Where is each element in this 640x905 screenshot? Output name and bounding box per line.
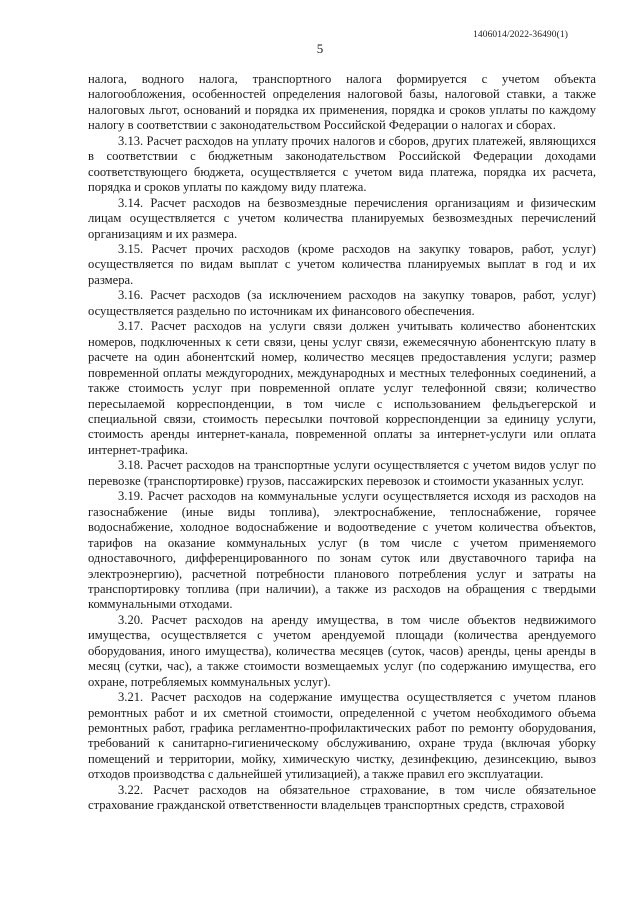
paragraph-3-17: 3.17. Расчет расходов на услуги связи должен учитывать количество абонентских номеров, подключенных к сети связи, цены услуг связи, ежемесячную абонентскую плату в расчете на один абонентский номер, количество месяцев предоставления услуги; размер повременной оплаты междугородних, международных и местных телефонных соединений, а также стоимость услуг при повременной оплате услуг телефонной связи; количество пересылаемой корреспонденции, в том числе с использованием фельдъегерской и специальной связи, стоимость пересылки почтовой корреспонденции за единицу услуги, стоимость аренды интернет-канала, повременной оплаты за интернет-услуги или оплата интернет-трафика. — [88, 319, 596, 457]
paragraph-continuation: налога, водного налога, транспортного налога формируется с учетом объекта налогообложения, особенностей определения налоговой базы, налоговой ставки, а также налоговых льгот, оснований и порядка их применения, порядка и сроков уплаты по каждому налогу в соответствии с законодательством Российской Федерации о налогах и сборах. — [88, 72, 596, 133]
paragraph-3-20: 3.20. Расчет расходов на аренду имущества, в том числе объектов недвижимого имущества, осуществляется с учетом арендуемой площади (количества арендуемого оборудования, иного имущества), количества месяцев (суток, часов) аренды, цены аренды в месяц (сутки, час), а также стоимости возмещаемых услуг (по содержанию имущества, его охране, потребляемых коммунальных услуг). — [88, 612, 596, 689]
paragraph-3-19: 3.19. Расчет расходов на коммунальные услуги осуществляется исходя из расходов на газоснабжение (иные виды топлива), электроснабжение, теплоснабжение, горячее водоснабжение, холодное водоснабжение и водоотведение с учетом количества объектов, тарифов на оказание коммунальных услуг (в том числе с учетом применяемого одноставочного, дифференцированного по зонам суток или двуставочного тарифа на электроэнергию), расчетной потребности планового потребления услуг и затраты на транспортировку топлива (при наличии), а также из расходов на обращения с твердыми коммунальными отходами. — [88, 489, 596, 612]
paragraph-3-18: 3.18. Расчет расходов на транспортные услуги осуществляется с учетом видов услуг по перевозке (транспортировке) грузов, пассажирских перевозок и стоимости указанных услуг. — [88, 458, 596, 488]
paragraph-3-15: 3.15. Расчет прочих расходов (кроме расходов на закупку товаров, работ, услуг) осуществляется по видам выплат с учетом количества планируемых выплат в год и их размера. — [88, 241, 596, 287]
document-registration-number: 1406014/2022-36490(1) — [473, 30, 568, 40]
paragraph-3-22: 3.22. Расчет расходов на обязательное страхование, в том числе обязательное страхование гражданской ответственности владельцев транспортных средств, страховой — [88, 782, 596, 813]
page-number: 5 — [316, 41, 324, 56]
paragraph-3-13: 3.13. Расчет расходов на уплату прочих налогов и сборов, других платежей, являющихся в соответствии с бюджетным законодательством Российской Федерации доходами соответствующего бюджета, осуществляется с учетом вида платежа, порядка их расчета, порядка и сроков уплаты по каждому виду платежа. — [88, 133, 596, 195]
paragraph-3-14: 3.14. Расчет расходов на безвозмездные перечисления организациям и физическим лицам осуществляется с учетом количества планируемых безвозмездных перечислений организациям и их размера. — [88, 195, 596, 241]
paragraph-3-21: 3.21. Расчет расходов на содержание имущества осуществляется с учетом планов ремонтных работ и их сметной стоимости, определенной с учетом необходимого объема ремонтных работ, графика регламентно-профилактических работ по ремонту оборудования, требований к санитарно-гигиеническому обслуживанию, охране труда (включая уборку помещений и территории, мойку, химическую чистку, дезинфекцию, дезинсекцию, вывоз отходов производства с дальнейшей утилизацией), а также правил его эксплуатации. — [88, 690, 596, 782]
paragraph-3-16: 3.16. Расчет расходов (за исключением расходов на закупку товаров, работ, услуг) осуществляется раздельно по источникам их финансового обеспечения. — [88, 288, 596, 318]
document-body — [88, 72, 596, 814]
